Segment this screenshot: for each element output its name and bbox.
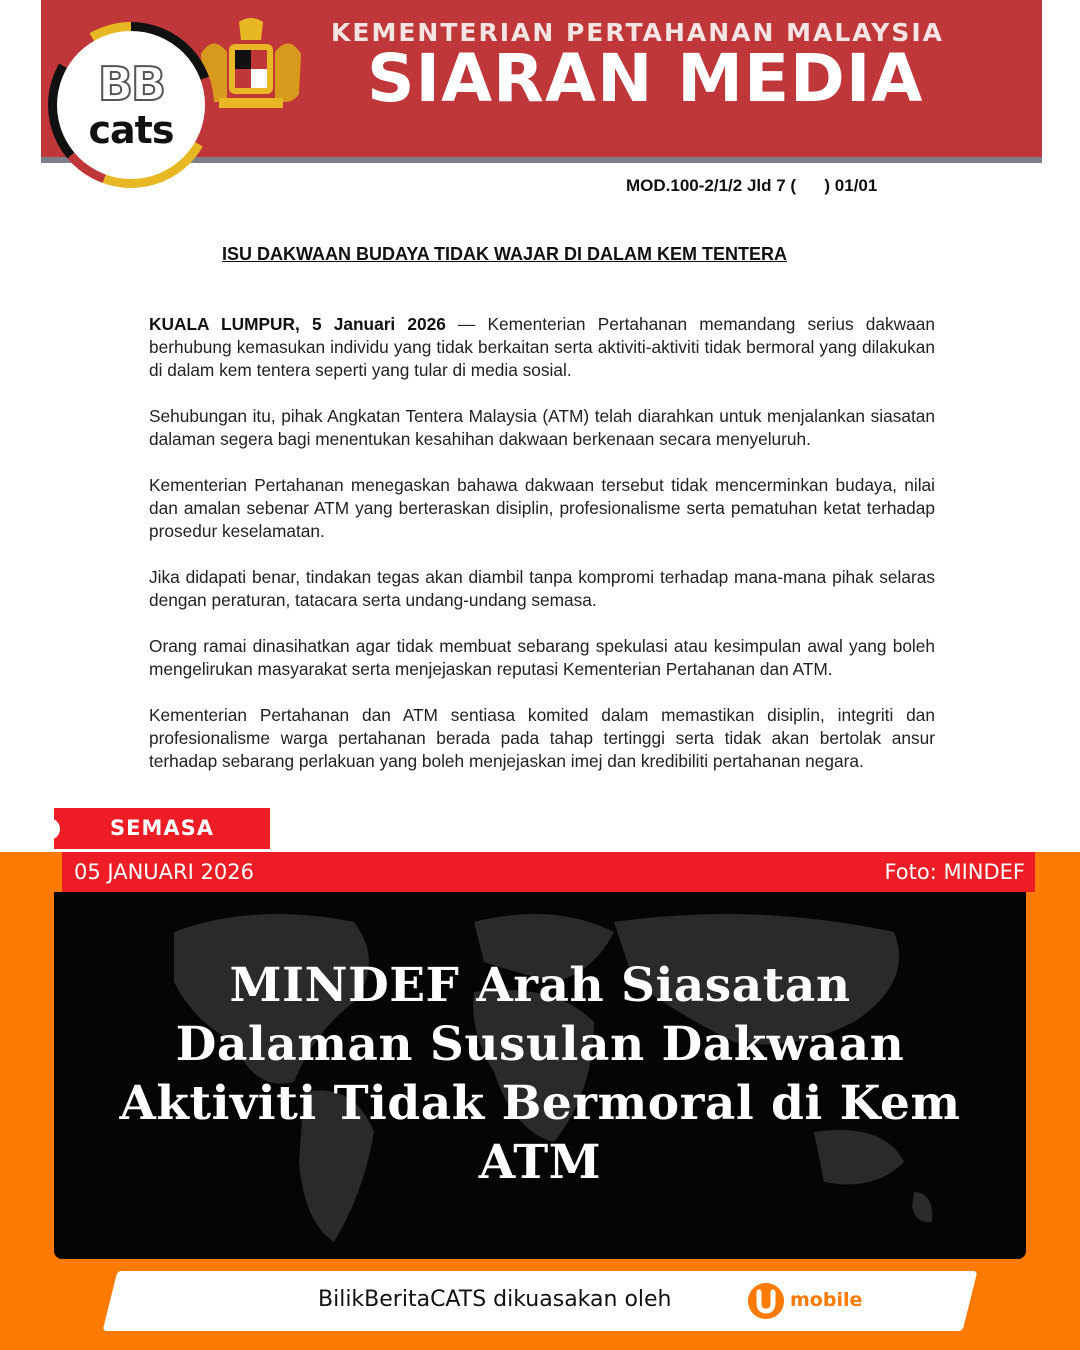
publish-date: 05 JANUARI 2026 [74,860,254,884]
paragraph-1-text: — Kementerian Pertahanan memandang serius dakwaan berhubung kemasukan individu yang tidak berkaitan serta aktiviti-aktiviti tidak bermoral yang dilakukan di dalam kem tentera seperti yang tular di media sosial. [149,314,935,380]
paragraph-1 [149,313,935,382]
reference-number: MOD.100-2/1/2 Jld 7 ( ) 01/01 [626,176,878,195]
category-label: SEMASA [110,816,214,840]
paragraph-2: Sehubungan itu, pihak Angkatan Tentera Malaysia (ATM) telah diarahkan untuk menjalankan siasatan dalaman segera bagi menentukan kesahihan dakwaan berkenaan secara menyeluruh. [149,406,935,449]
category-tag [38,808,270,849]
dateline: KUALA LUMPUR, 5 Januari 2026 [149,314,446,334]
footer-text: BilikBeritaCATS dikuasakan oleh [318,1287,672,1312]
logo-bb-text: BB [97,57,165,111]
paragraph-3: Kementerian Pertahanan menegaskan bahawa dakwaan tersebut tidak mencerminkan budaya, nilai dan amalan sebenar ATM yang berteraskan disiplin, profesionalisme serta pematuhan ketat terhadap prosedur keselamatan. [149,475,935,541]
info-bar [62,852,1035,892]
logo-cats-text: cats [88,108,174,152]
umobile-u-icon [748,1283,784,1319]
document-title: ISU DAKWAAN BUDAYA TIDAK WAJAR DI DALAM KEM TENTERA [222,244,788,264]
paragraph-6: Kementerian Pertahanan dan ATM sentiasa komited dalam memastikan disiplin, integriti dan profesionalisme warga pertahanan berada pada tahap tertinggi serta tidak akan bertolak ansur terhadap sebarang perlakuan yang boleh menjejaskan imej dan kredibiliti pertahanan negara. [149,705,935,771]
headline: MINDEF Arah Siasatan Dalaman Susulan Dakwaan Aktiviti Tidak Bermoral di Kem ATM [119,958,961,1190]
logo-inner [57,31,205,179]
document-body [149,313,935,796]
photo-credit: Foto: MINDEF [884,860,1025,884]
paragraph-4: Jika didapati benar, tindakan tegas akan diambil tanpa kompromi terhadap mana-mana pihak selaras dengan peraturan, tatacara serta undang-undang semasa. [149,567,935,610]
headline-card [54,892,1026,1259]
sponsor-name: mobile [790,1289,863,1311]
paragraph-5: Orang ramai dinasihatkan agar tidak membuat sebarang spekulasi atau kesimpulan awal yang boleh mengelirukan masyarakat serta menjejaskan reputasi Kementerian Pertahanan dan ATM. [149,636,935,679]
ministry-name: KEMENTERIAN PERTAHANAN MALAYSIA [331,18,945,47]
release-title: SIARAN MEDIA [367,40,924,117]
bbcats-logo [48,22,214,188]
